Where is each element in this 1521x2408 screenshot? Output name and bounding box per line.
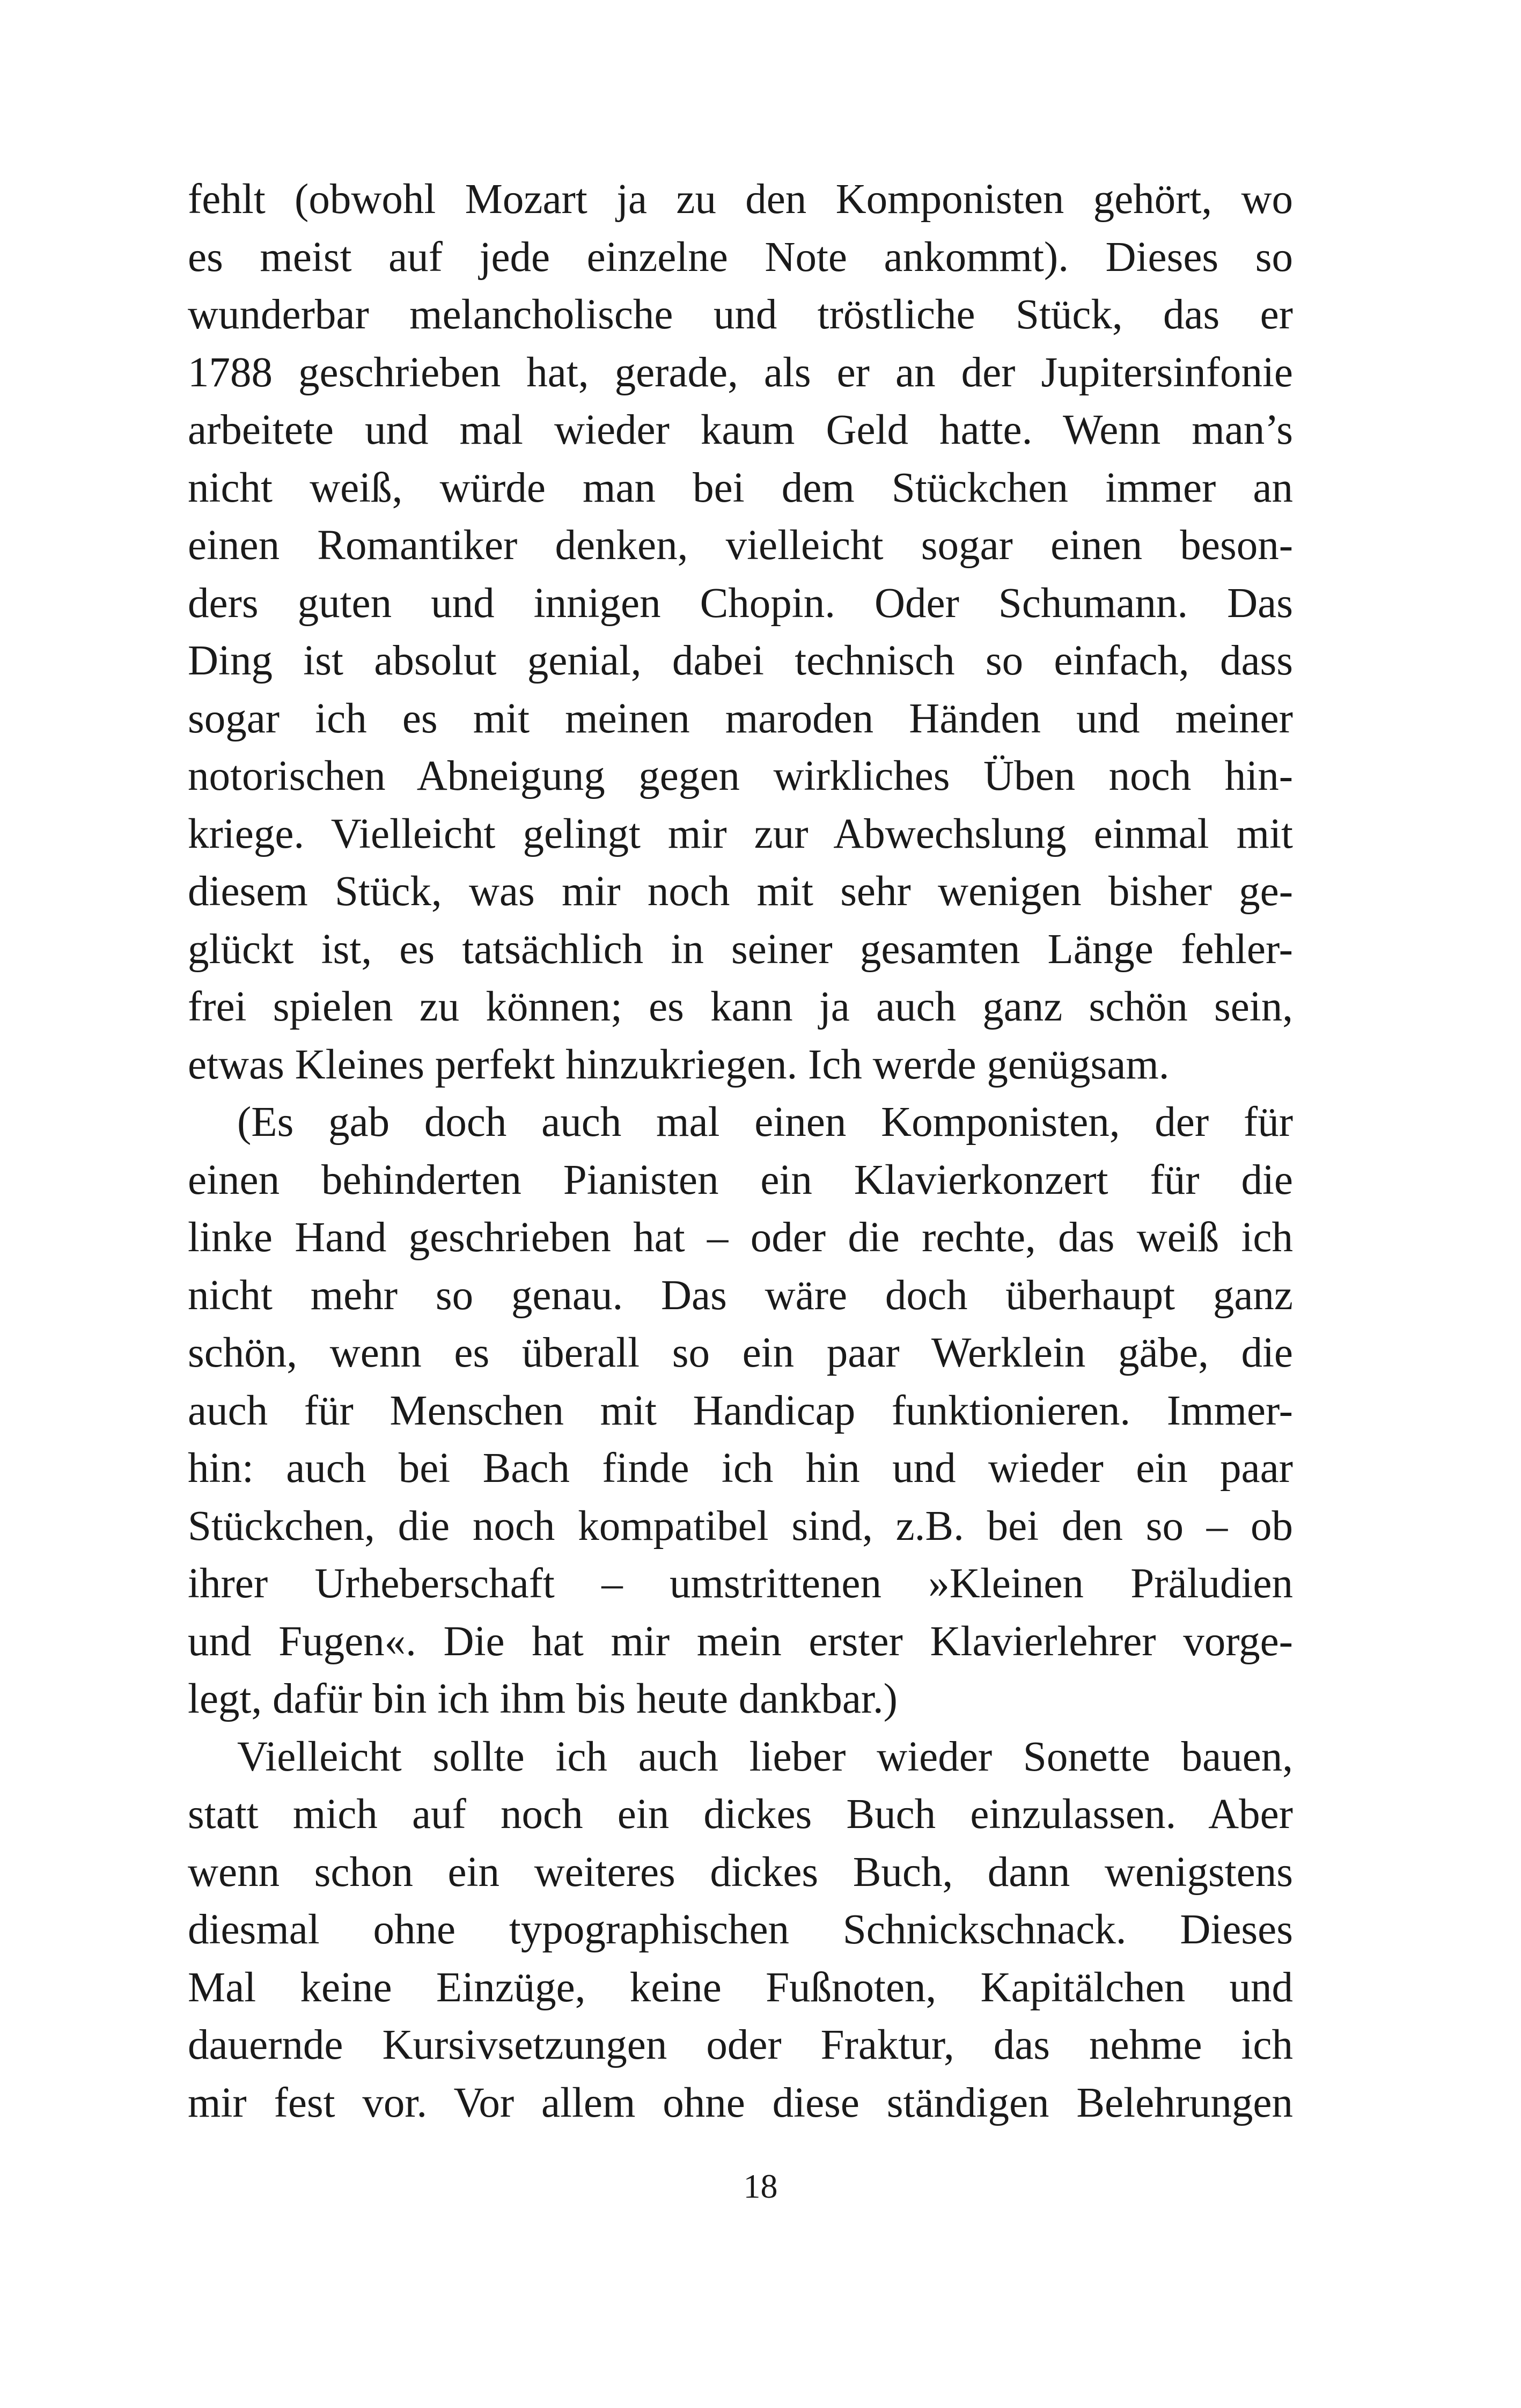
body-text <box>188 171 1293 2132</box>
text-line: dauernde Kursivsetzungen oder Fraktur, das nehme ich <box>188 2022 1293 2068</box>
text-line: hin: auch bei Bach finde ich hin und wieder ein paar <box>188 1445 1293 1492</box>
text-line: arbeitete und mal wieder kaum Geld hatte. Wenn man’s <box>188 407 1293 453</box>
text-line: Mal keine Einzüge, keine Fußnoten, Kapitälchen und <box>188 1964 1293 2011</box>
text-line: legt, dafür bin ich ihm bis heute dankbar.) <box>188 1676 898 1722</box>
text-line: einen behinderten Pianisten ein Klavierkonzert für die <box>188 1156 1293 1203</box>
page-number: 18 <box>743 2167 778 2205</box>
text-line: Stückchen, die noch kompatibel sind, z.B. bei den so – ob <box>188 1502 1293 1550</box>
text-line: diesem Stück, was mir noch mit sehr wenigen bisher ge- <box>188 868 1293 915</box>
text-line: kriege. Vielleicht gelingt mir zur Abwechslung einmal mit <box>188 810 1293 857</box>
text-line: (Es gab doch auch mal einen Komponisten, der für <box>237 1099 1293 1146</box>
text-line: fehlt (obwohl Mozart ja zu den Komponisten gehört, wo <box>188 176 1293 223</box>
text-line: nicht weiß, würde man bei dem Stückchen immer an <box>188 464 1293 511</box>
text-line: linke Hand geschrieben hat – oder die rechte, das weiß ich <box>188 1214 1293 1261</box>
text-line: wunderbar melancholische und tröstliche Stück, das er <box>188 291 1293 338</box>
text-line: es meist auf jede einzelne Note ankommt). Dieses so <box>188 233 1293 281</box>
text-line: ders guten und innigen Chopin. Oder Schumann. Das <box>188 579 1293 627</box>
text-line: Vielleicht sollte ich auch lieber wieder Sonette bauen, <box>237 1733 1293 1780</box>
text-line: notorischen Abneigung gegen wirkliches Üben noch hin- <box>188 753 1293 799</box>
text-line: statt mich auf noch ein dickes Buch einzulassen. Aber <box>188 1791 1293 1838</box>
text-line: nicht mehr so genau. Das wäre doch überhaupt ganz <box>188 1272 1293 1319</box>
text-line: sogar ich es mit meinen maroden Händen und meiner <box>188 695 1293 742</box>
text-line: wenn schon ein weiteres dickes Buch, dann wenigstens <box>188 1848 1293 1896</box>
text-line: Ding ist absolut genial, dabei technisch so einfach, dass <box>188 637 1293 684</box>
text-line: etwas Kleines perfekt hinzukriegen. Ich werde genügsam. <box>188 1041 1170 1088</box>
text-line: schön, wenn es überall so ein paar Werklein gäbe, die <box>188 1330 1293 1376</box>
text-line: glückt ist, es tatsächlich in seiner gesamten Länge fehler- <box>188 926 1293 973</box>
text-line: auch für Menschen mit Handicap funktionieren. Immer- <box>188 1387 1293 1434</box>
text-line: 1788 geschrieben hat, gerade, als er an der Jupitersinfonie <box>188 349 1293 396</box>
text-line: mir fest vor. Vor allem ohne diese ständigen Belehrungen <box>188 2079 1293 2126</box>
text-line: diesmal ohne typographischen Schnickschnack. Dieses <box>188 1906 1293 1953</box>
text-line: ihrer Urheberschaft – umstrittenen »Kleinen Präludien <box>188 1560 1293 1607</box>
text-line: einen Romantiker denken, vielleicht sogar einen beson- <box>188 522 1293 569</box>
text-line: frei spielen zu können; es kann ja auch ganz schön sein, <box>188 983 1293 1030</box>
text-line: und Fugen«. Die hat mir mein erster Klavierlehrer vorge- <box>188 1618 1293 1665</box>
